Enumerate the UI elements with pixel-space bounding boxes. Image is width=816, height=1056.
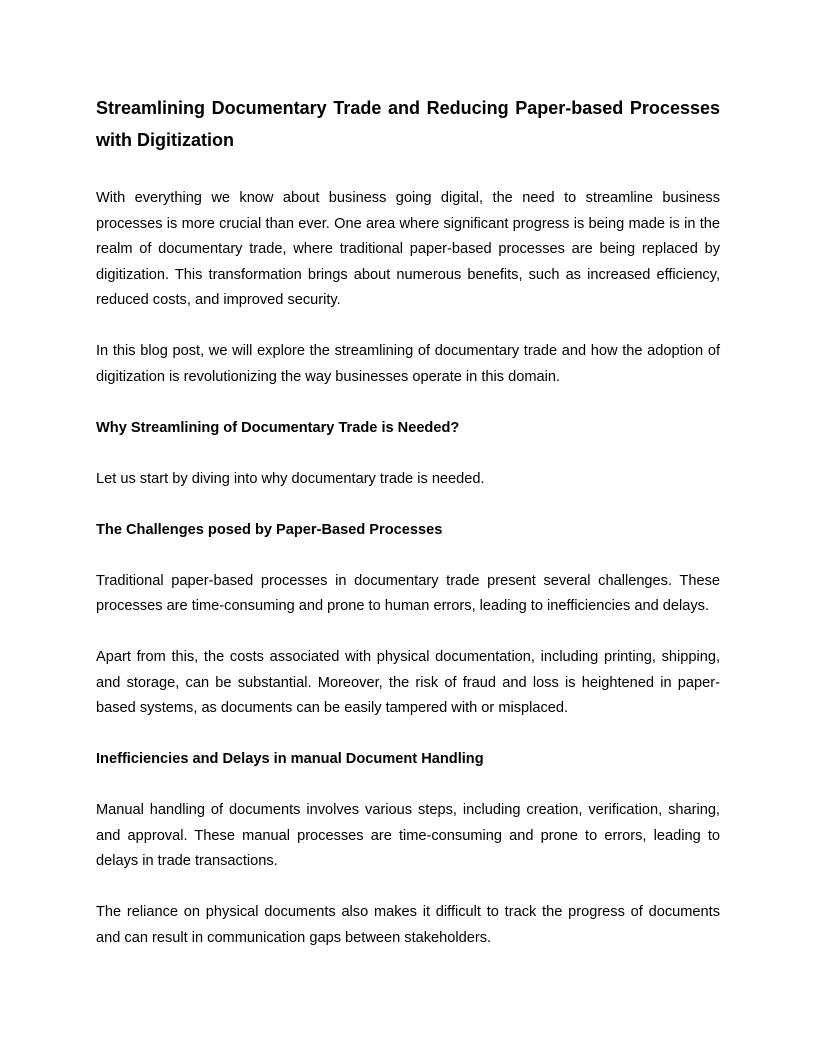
paragraph-manual-steps: Manual handling of documents involves various steps, including creation, verification, sharing, and approval. These manual processes are time-consuming and prone to errors, leading to delays in trade transactions. xyxy=(96,802,720,869)
heading-why-streamlining: Why Streamlining of Documentary Trade is Needed? xyxy=(96,419,460,436)
heading-paper-challenges: The Challenges posed by Paper-Based Processes xyxy=(96,521,443,538)
paragraph-intro: With everything we know about business going digital, the need to streamline business processes is more crucial than ever. One area where significant progress is being made is in the realm of documentary trade, where traditional paper-based processes are being replaced by digitization. This transformation brings about numerous benefits, such as increased efficiency, reduced costs, and improved security. xyxy=(96,190,720,308)
paragraph-blog-overview: In this blog post, we will explore the streamlining of documentary trade and how the adoption of digitization is revolutionizing the way businesses operate in this domain. xyxy=(96,343,720,385)
document-title: Streamlining Documentary Trade and Reducing Paper-based Processes with Digitization xyxy=(96,98,720,150)
paragraph-tracking: The reliance on physical documents also makes it difficult to track the progress of documents and can result in communication gaps between stakeholders. xyxy=(96,904,720,946)
paragraph-costs-risks: Apart from this, the costs associated with physical documentation, including printing, shipping, and storage, can be substantial. Moreover, the risk of fraud and loss is heightened in paper-based systems, as documents can be easily tampered with or misplaced. xyxy=(96,649,720,716)
heading-manual-handling: Inefficiencies and Delays in manual Document Handling xyxy=(96,751,484,767)
paragraph-challenges: Traditional paper-based processes in documentary trade present several challenges. These processes are time-consuming and prone to human errors, leading to inefficiencies and delays. xyxy=(96,572,720,614)
paragraph-start: Let us start by diving into why documentary trade is needed. xyxy=(96,470,485,487)
